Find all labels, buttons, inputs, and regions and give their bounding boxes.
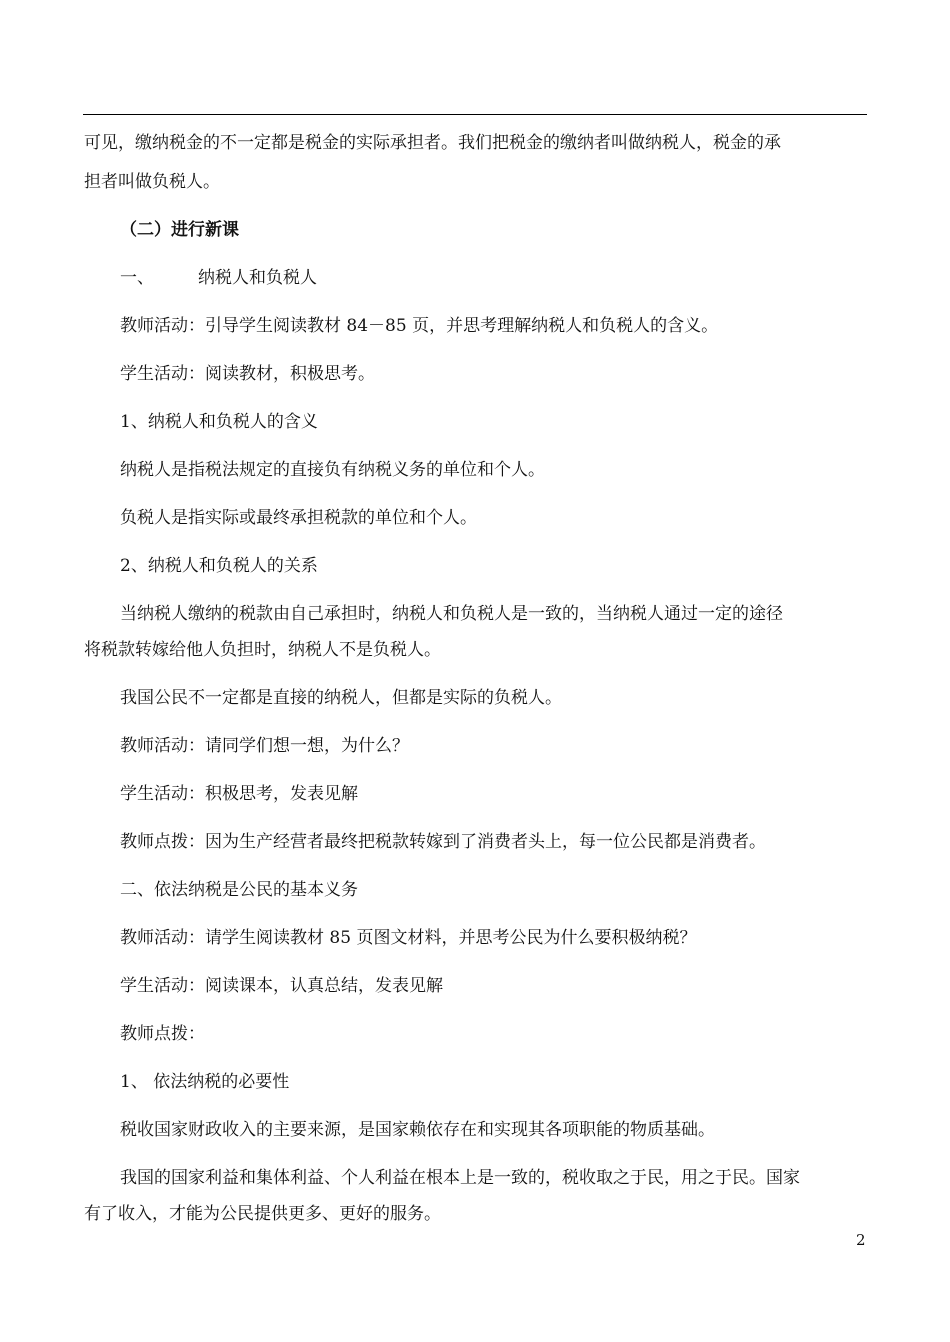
heading-number: 一、 [120, 268, 154, 288]
paragraph-line: 学生活动：阅读教材，积极思考。 [120, 364, 375, 384]
paragraph-line: 1、纳税人和负税人的含义 [120, 412, 318, 432]
paragraph-line: 1、 依法纳税的必要性 [120, 1072, 290, 1092]
paragraph-line: 学生活动：积极思考，发表见解 [120, 784, 358, 804]
heading-title: 纳税人和负税人 [198, 268, 317, 288]
paragraph-line: 可见，缴纳税金的不一定都是税金的实际承担者。我们把税金的缴纳者叫做纳税人，税金的承 [84, 133, 781, 153]
paragraph-line: 二、依法纳税是公民的基本义务 [120, 880, 358, 900]
paragraph-line: 有了收入，才能为公民提供更多、更好的服务。 [84, 1204, 441, 1224]
paragraph-line: 税收国家财政收入的主要来源，是国家赖依存在和实现其各项职能的物质基础。 [120, 1120, 715, 1140]
header-rule [83, 114, 867, 115]
paragraph-line: 我国的国家利益和集体利益、个人利益在根本上是一致的，税收取之于民，用之于民。国家 [120, 1168, 800, 1188]
paragraph-line: 当纳税人缴纳的税款由自己承担时，纳税人和负税人是一致的，当纳税人通过一定的途径 [120, 604, 783, 624]
paragraph-line: 教师活动：引导学生阅读教材 84－85 页，并思考理解纳税人和负税人的含义。 [120, 316, 719, 336]
paragraph-line: 教师点拨： [120, 1024, 205, 1044]
subsection-heading [120, 267, 317, 289]
paragraph-line: 教师活动：请学生阅读教材 85 页图文材料，并思考公民为什么要积极纳税？ [120, 928, 697, 948]
section-heading: （二）进行新课 [120, 220, 239, 240]
paragraph-line: 纳税人是指税法规定的直接负有纳税义务的单位和个人。 [120, 460, 545, 480]
paragraph-line: 学生活动：阅读课本，认真总结，发表见解 [120, 976, 443, 996]
paragraph-line: 教师点拨：因为生产经营者最终把税款转嫁到了消费者头上，每一位公民都是消费者。 [120, 832, 766, 852]
paragraph-line: 负税人是指实际或最终承担税款的单位和个人。 [120, 508, 477, 528]
paragraph-line: 将税款转嫁给他人负担时，纳税人不是负税人。 [84, 640, 441, 660]
paragraph-line: 教师活动：请同学们想一想，为什么？ [120, 736, 409, 756]
paragraph-line: 担者叫做负税人。 [84, 172, 220, 192]
paragraph-line: 2、纳税人和负税人的关系 [120, 556, 318, 576]
page-number: 2 [856, 1231, 866, 1249]
paragraph-line: 我国公民不一定都是直接的纳税人，但都是实际的负税人。 [120, 688, 562, 708]
